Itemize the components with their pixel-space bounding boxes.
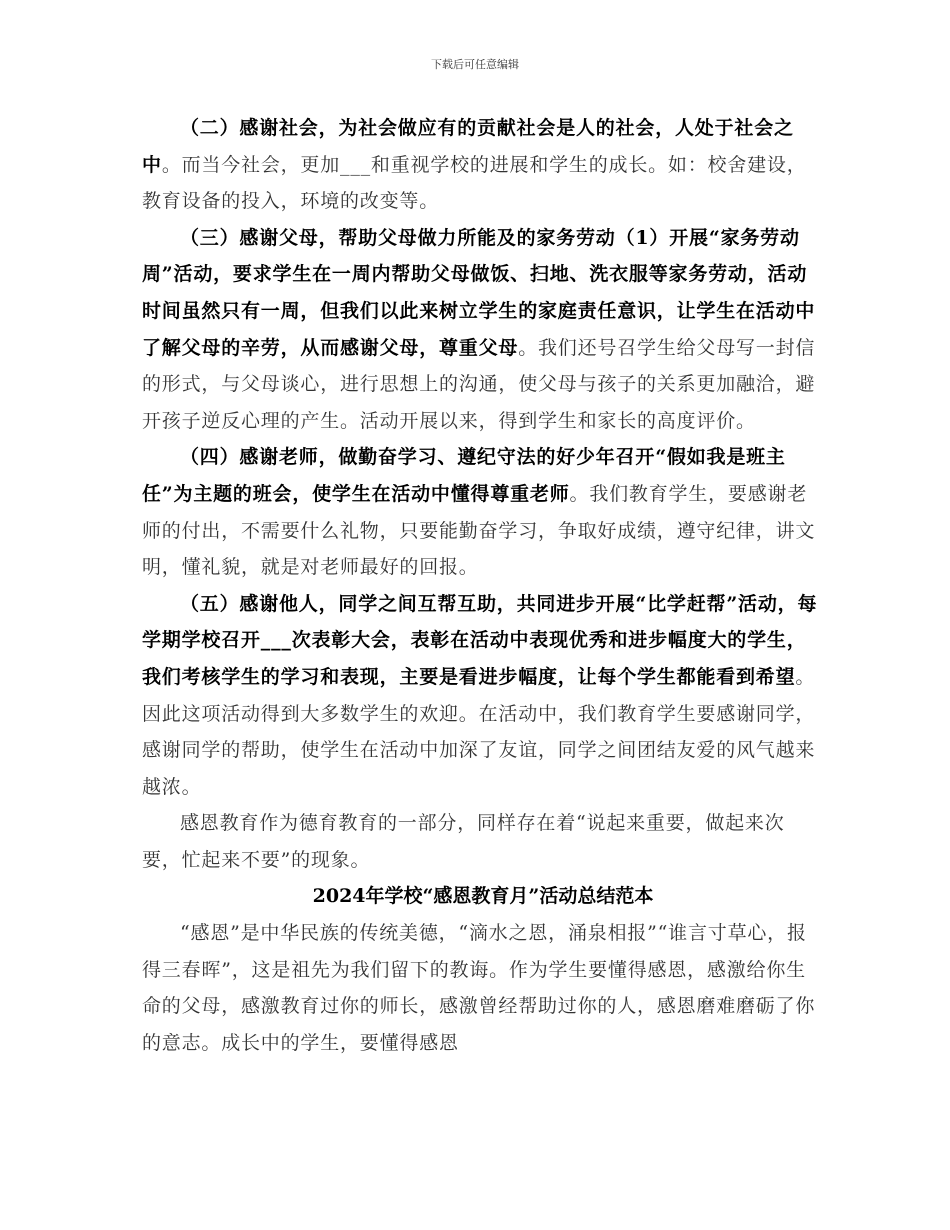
paragraph-text: 。而当今社会，更加___和重视学校的进展和学生的成长。如：校舍建设，教育设备的投入，环境的改变等。 bbox=[142, 153, 807, 213]
page-header-note: 下载后可任意编辑 bbox=[431, 58, 519, 71]
paragraph-heading: （三）感谢父母，帮助父母做力所能及的家务劳动（1）开展“家务劳动周”活动，要求学生在一周内帮助父母做饭、扫地、洗衣服等家务劳动，活动时间虽然只有一周，但我们以此来树立学生的家庭责任意识，让学生在活动中了解父母的辛劳，从而感谢父母，尊重父母 bbox=[142, 226, 816, 359]
paragraph-thank-others bbox=[142, 586, 824, 806]
document-body bbox=[142, 110, 824, 1061]
paragraph-text: 。因此这项活动得到大多数学生的欢迎。在活动中，我们教育学生要感谢同学，感谢同学的帮助，使学生在活动中加深了友谊，同学之间团结友爱的风气越来越浓。 bbox=[142, 665, 816, 798]
paragraph-text: “感恩”是中华民族的传统美德，“滴水之恩，涌泉相报”“谁言寸草心，报得三春晖”，这是祖先为我们留下的教诲。作为学生要懂得感恩，感激给你生命的父母，感激教育过你的师长，感激曾经帮助过你的人，感恩磨难磨砺了你的意志。成长中的学生，要懂得感恩 bbox=[142, 922, 816, 1054]
paragraph-heading: （二）感谢社会，为社会做应有的贡献社会是人的社会，人处于社会之中 bbox=[142, 117, 794, 176]
paragraph-thank-teachers bbox=[142, 439, 824, 585]
paragraph-text: 。我们还号召学生给父母写一封信的形式，与父母谈心，进行思想上的沟通，使父母与孩子的关系更加融洽，避开孩子逆反心理的产生。活动开展以来，得到学生和家长的高度评价。 bbox=[142, 336, 816, 432]
section-title: 2024年学校“感恩教育月”活动总结范本 bbox=[312, 885, 654, 908]
paragraph-conclusion bbox=[142, 805, 824, 878]
paragraph-thank-parents bbox=[142, 220, 824, 440]
paragraph-text: 。我们教育学生，要感谢老师的付出，不需要什么礼物，只要能勤奋学习，争取好成绩，遵守纪律，讲文明，懂礼貌，就是对老师最好的回报。 bbox=[142, 482, 816, 579]
paragraph-intro bbox=[142, 915, 824, 1061]
paragraph-text: 感恩教育作为德育教育的一部分，同样存在着“说起来重要，做起来次要，忙起来不要”的现象。 bbox=[142, 812, 785, 871]
paragraph-heading: （四）感谢老师，做勤奋学习、遵纪守法的好少年召开“假如我是班主任”为主题的班会，使学生在活动中懂得尊重老师 bbox=[142, 446, 786, 505]
paragraph-thank-society bbox=[142, 110, 824, 220]
paragraph-heading: （五）感谢他人，同学之间互帮互助，共同进步开展“比学赶帮”活动，每学期学校召开___次表彰大会，表彰在活动中表现优秀和进步幅度大的学生，我们考核学生的学习和表现，主要是看进步幅度，让每个学生都能看到希望 bbox=[142, 592, 818, 688]
